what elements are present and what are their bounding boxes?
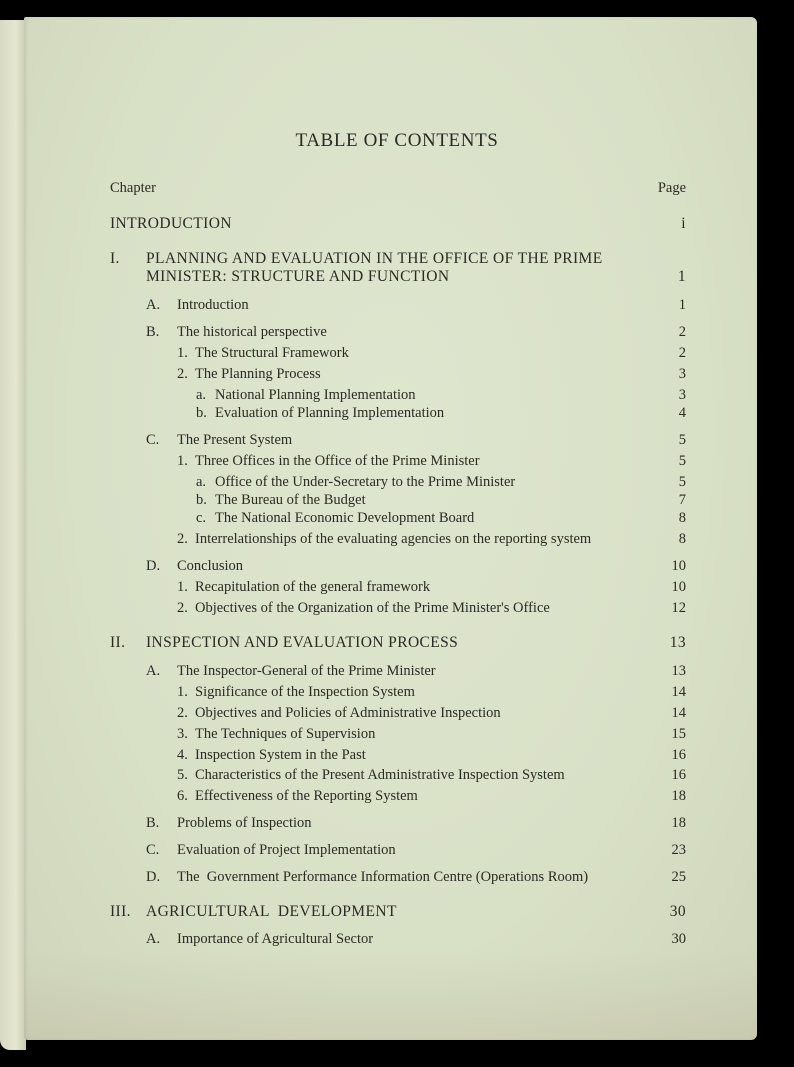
toc-entry-page: 8: [678, 510, 686, 526]
toc-entry-label: a.: [196, 387, 207, 403]
toc-entry-page: 18: [671, 815, 686, 831]
toc-entry-page: 14: [671, 684, 686, 700]
toc-entry-text: The Planning Process: [195, 366, 321, 382]
toc-entry-text: INSPECTION AND EVALUATION PROCESS: [146, 634, 459, 651]
toc-entry-label: B.: [146, 324, 160, 340]
toc-entry-page: 23: [671, 842, 686, 858]
toc-entry-text: AGRICULTURAL DEVELOPMENT: [146, 903, 397, 920]
toc-entry-page: 30: [669, 903, 686, 920]
toc-entry-page: 25: [671, 869, 686, 885]
toc-entry-label: 5.: [177, 767, 188, 783]
toc-entry-text: The Government Performance Information Centre (Operations Room): [177, 869, 589, 885]
toc-entry-page: 14: [671, 705, 686, 721]
toc-entry-page: 10: [671, 579, 686, 595]
toc-entry-label: c.: [196, 510, 207, 526]
toc-entry-page: 10: [671, 558, 686, 574]
toc-entry-label: III.: [110, 903, 131, 920]
toc-entry-text: Problems of Inspection: [177, 815, 312, 831]
toc-entry-text: Recapitulation of the general framework: [195, 579, 431, 595]
toc-entry-text: The Techniques of Supervision: [195, 726, 376, 742]
toc-entry-label: 1.: [177, 345, 188, 361]
toc-entry-text: The National Economic Development Board: [215, 510, 475, 526]
toc-entry-page: 5: [678, 432, 686, 448]
toc-entry-page: 4: [678, 405, 686, 421]
toc-entry-page: 3: [678, 366, 686, 382]
toc-entry-label: 2.: [177, 366, 188, 382]
toc-entry-label: A.: [146, 663, 161, 679]
toc-entry-label: 3.: [177, 726, 188, 742]
toc-entry-text: Evaluation of Project Implementation: [177, 842, 396, 858]
toc-entry-label: 1.: [177, 684, 188, 700]
toc-entry-page: 5: [678, 453, 686, 469]
toc-entry-page: 7: [678, 492, 686, 508]
toc-entry-page: 13: [669, 634, 686, 651]
toc-entry-label: A.: [146, 931, 161, 947]
toc-entry-text: The Structural Framework: [195, 345, 349, 361]
toc-entry-page: 5: [678, 474, 686, 490]
toc-entry-page: 16: [671, 747, 686, 763]
toc-entry-page: 1: [678, 297, 686, 313]
toc-entry-label: 2.: [177, 600, 188, 616]
scanned-page: [24, 17, 757, 1040]
toc-entry-text: The historical perspective: [177, 324, 327, 340]
page-title: TABLE OF CONTENTS: [295, 130, 499, 151]
toc-entry-label: b.: [196, 405, 207, 421]
toc-entry-text: Interrelationships of the evaluating agencies on the reporting system: [195, 531, 592, 547]
toc-entry-label: C.: [146, 432, 160, 448]
toc-entry-page: 2: [678, 345, 686, 361]
toc-entry-label: A.: [146, 297, 161, 313]
toc-entry-label: D.: [146, 869, 161, 885]
toc-entry-page: 18: [671, 788, 686, 804]
toc-entry-page: i: [681, 215, 686, 232]
page-column-header: Page: [657, 180, 686, 196]
toc-entry-text: Three Offices in the Office of the Prime Minister: [195, 453, 480, 469]
toc-entry-page: 8: [678, 531, 686, 547]
toc-entry-label: II.: [110, 634, 126, 651]
toc-entry-text: The Bureau of the Budget: [215, 492, 366, 508]
toc-entry-label: 2.: [177, 705, 188, 721]
toc-entry-label: D.: [146, 558, 161, 574]
toc-entry-text: Office of the Under-Secretary to the Prime Minister: [215, 474, 516, 490]
toc-entry-label: 6.: [177, 788, 188, 804]
toc-entry-text: Conclusion: [177, 558, 244, 574]
toc-entry-text: Evaluation of Planning Implementation: [215, 405, 445, 421]
toc-entry-label: 2.: [177, 531, 188, 547]
toc-entry-text: INTRODUCTION: [110, 215, 232, 232]
toc-entry-text: Objectives and Policies of Administrative Inspection: [195, 705, 501, 721]
toc-entry-text: Effectiveness of the Reporting System: [195, 788, 418, 804]
toc-entry-page: 15: [671, 726, 686, 742]
page-edge-left: [0, 20, 26, 1050]
toc-entry-page: 16: [671, 767, 686, 783]
toc-entry-text: Importance of Agricultural Sector: [177, 931, 374, 947]
toc-entry-page: 2: [678, 324, 686, 340]
toc-entry-page: 12: [671, 600, 686, 616]
toc-entry-text: Significance of the Inspection System: [195, 684, 415, 700]
toc-entry-text: PLANNING AND EVALUATION IN THE OFFICE OF THE PRIME: [146, 250, 603, 267]
toc-entry-label: C.: [146, 842, 160, 858]
toc-entry-text: National Planning Implementation: [215, 387, 416, 403]
toc-entry-label: I.: [110, 250, 120, 267]
toc-entry-label: B.: [146, 815, 160, 831]
toc-entry-label: a.: [196, 474, 207, 490]
toc-entry-text: Inspection System in the Past: [195, 747, 366, 763]
toc-entry-page: 13: [671, 663, 686, 679]
toc-entry-text: The Inspector-General of the Prime Minister: [177, 663, 436, 679]
toc-entry-label: 1.: [177, 579, 188, 595]
toc-entry-label: 1.: [177, 453, 188, 469]
toc-entry-page: 3: [678, 387, 686, 403]
toc-entry-label: b.: [196, 492, 207, 508]
toc-entry-page: 1: [677, 268, 686, 285]
chapter-column-header: Chapter: [110, 180, 156, 196]
toc-entry-label: 4.: [177, 747, 188, 763]
toc-entry-text: Introduction: [177, 297, 249, 313]
toc-entry-text-line2: MINISTER: STRUCTURE AND FUNCTION: [146, 268, 450, 285]
toc-entry-text: Objectives of the Organization of the Prime Minister's Office: [195, 600, 550, 616]
toc-entry-page: 30: [671, 931, 686, 947]
toc-entry-text: The Present System: [177, 432, 293, 448]
toc-entry-text: Characteristics of the Present Administrative Inspection System: [195, 767, 565, 783]
